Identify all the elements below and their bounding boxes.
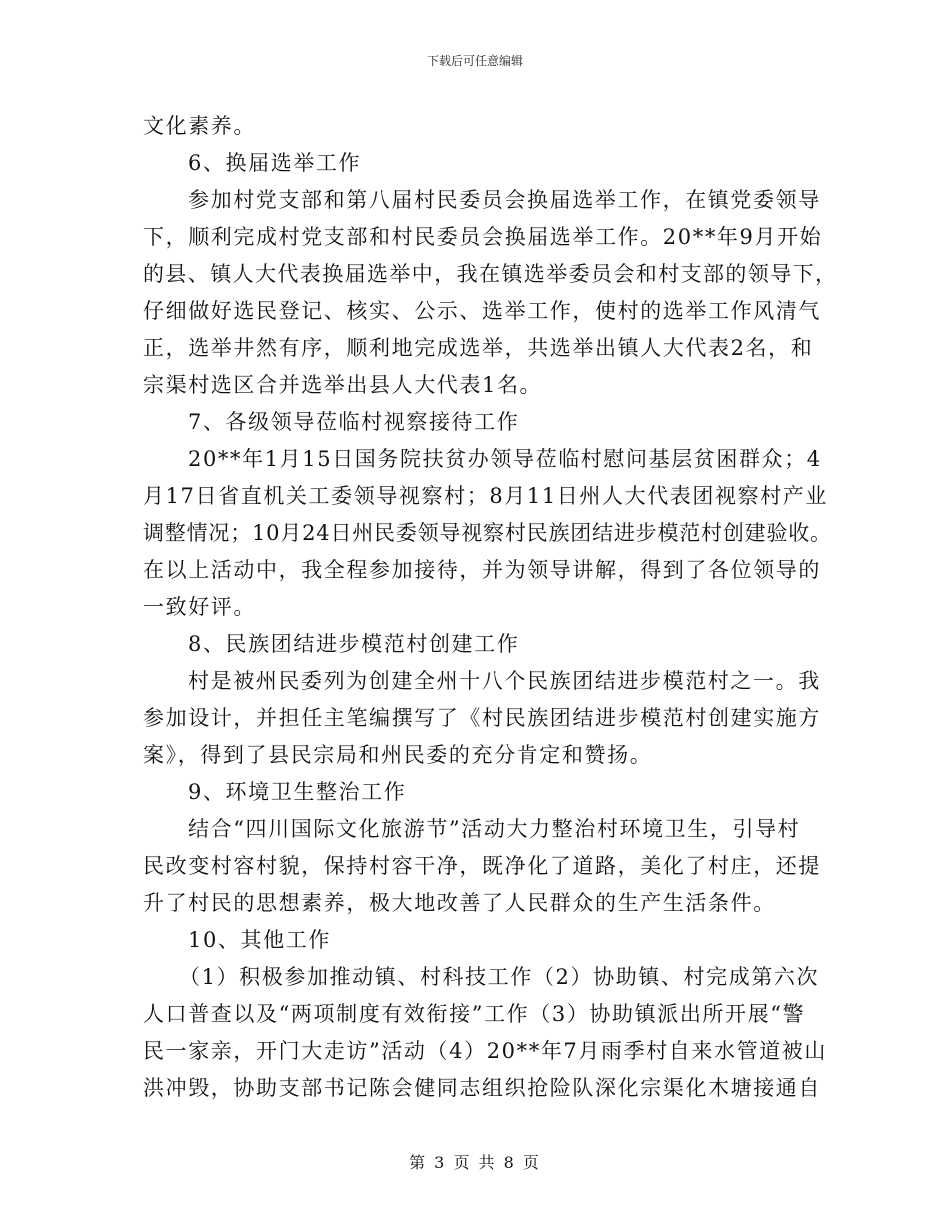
text-line: （1）积极参加推动镇、村科技工作（2）协助镇、村完成第六次 bbox=[179, 965, 820, 989]
text-line: 参加村党支部和第八届村民委员会换届选举工作，在镇党委领导 bbox=[188, 188, 821, 212]
section-heading-10: 10、其他工作 bbox=[188, 928, 331, 952]
text-line: 宗渠村选区合并选举出县人大代表1名。 bbox=[143, 373, 543, 397]
text-line: 结合“四川国际文化旅游节”活动大力整治村环境卫生，引导村 bbox=[188, 817, 801, 841]
text-line: 正，选举井然有序，顺利地完成选举，共选举出镇人大代表2名，和 bbox=[143, 336, 814, 360]
text-line: 案》，得到了县民宗局和州民委的充分肯定和赞扬。 bbox=[143, 743, 653, 767]
text-line: 下，顺利完成村党支部和村民委员会换届选举工作。20**年9月开始 bbox=[143, 225, 823, 249]
text-line: 洪冲毁，协助支部书记陈会健同志组织抢险队深化宗渠化木塘接通自 bbox=[143, 1076, 821, 1100]
text-line: 文化素养。 bbox=[143, 114, 256, 138]
text-line: 升了村民的思想素养，极大地改善了人民群众的生产生活条件。 bbox=[143, 891, 776, 915]
text-line: 民改变村容村貌，保持村容干净，既净化了道路，美化了村庄，还提 bbox=[143, 854, 821, 878]
text-line: 仔细做好选民登记、核实、公示、选举工作，使村的选举工作风清气 bbox=[143, 299, 821, 323]
text-line: 的县、镇人大代表换届选举中，我在镇选举委员会和村支部的领导下， bbox=[143, 262, 838, 286]
page-number-footer: 第 3 页 共 8 页 bbox=[409, 1153, 541, 1172]
text-line: 人口普查以及“两项制度有效衔接”工作（3）协助镇派出所开展“警 bbox=[143, 1002, 806, 1026]
section-heading-8: 8、民族团结进步模范村创建工作 bbox=[188, 632, 520, 656]
text-line: 在以上活动中，我全程参加接待，并为领导讲解，得到了各位领导的 bbox=[143, 558, 821, 582]
document-body bbox=[143, 108, 838, 1107]
text-line: 一致好评。 bbox=[143, 595, 256, 619]
text-line: 民一家亲，开门大走访”活动（4）20**年7月雨季村自来水管道被山 bbox=[143, 1039, 827, 1063]
text-line: 调整情况；10月24日州民委领导视察村民族团结进步模范村创建验收。 bbox=[143, 521, 832, 545]
text-line: 月17日省直机关工委领导视察村；8月11日州人大代表团视察村产业 bbox=[143, 484, 829, 508]
text-line: 参加设计，并担任主笔编撰写了《村民族团结进步模范村创建实施方 bbox=[143, 706, 821, 730]
section-heading-7: 7、各级领导莅临村视察接待工作 bbox=[188, 410, 520, 434]
section-heading-6: 6、换届选举工作 bbox=[188, 151, 362, 175]
text-line: 20**年1月15日国务院扶贫办领导莅临村慰问基层贫困群众；4 bbox=[188, 447, 822, 471]
text-line: 村是被州民委列为创建全州十八个民族团结进步模范村之一。我 bbox=[188, 669, 821, 693]
page-header: 下载后可任意编辑 bbox=[426, 54, 523, 68]
section-heading-9: 9、环境卫生整治工作 bbox=[188, 780, 407, 804]
